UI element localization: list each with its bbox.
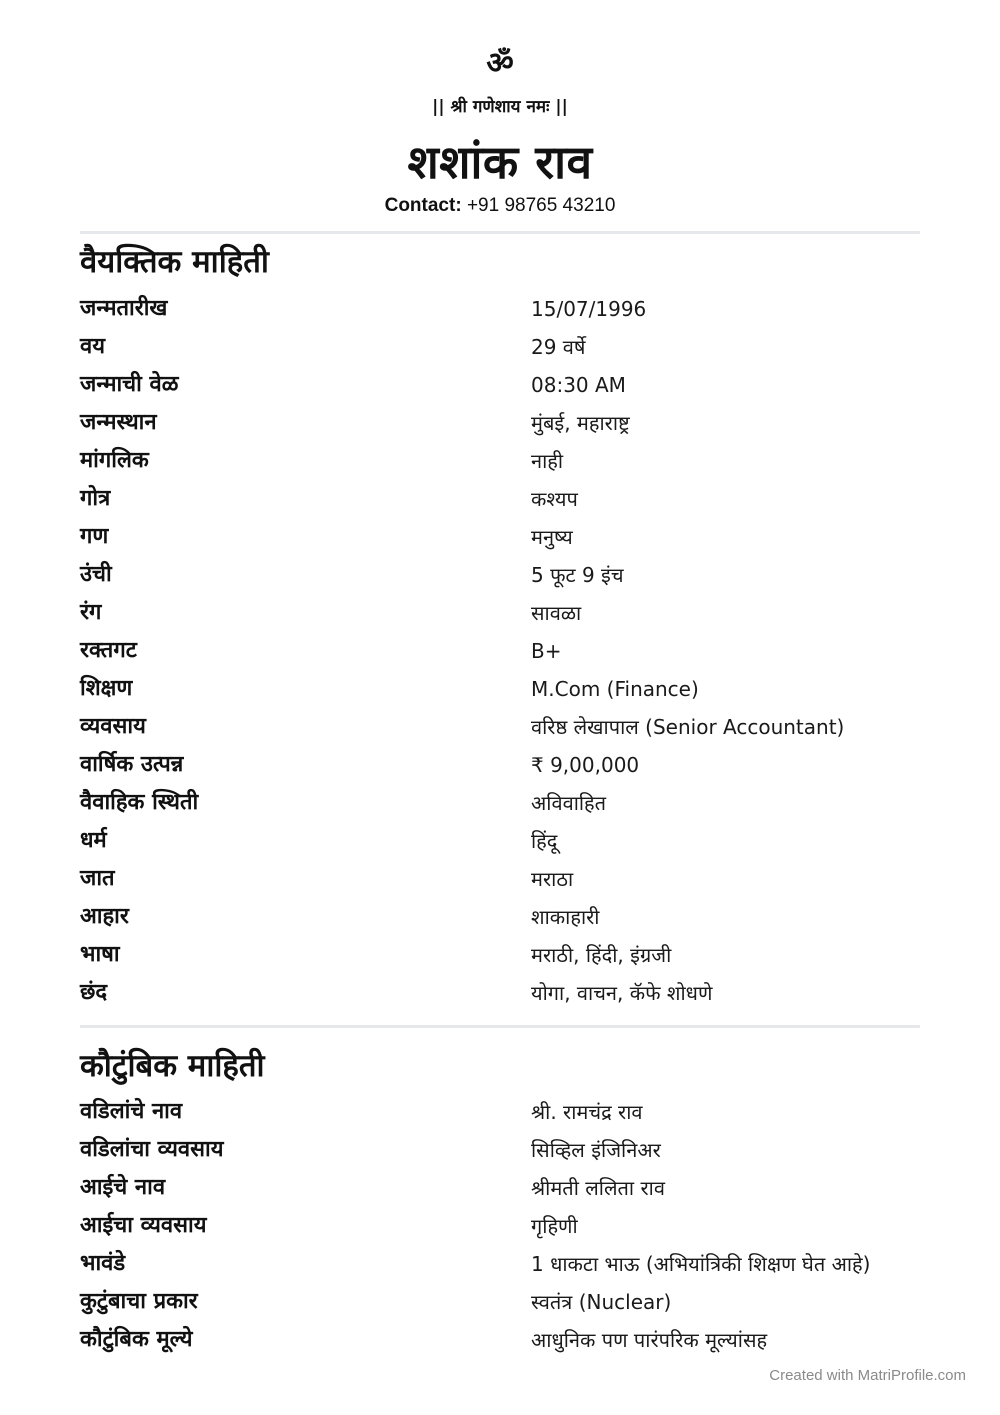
row-label: गोत्र [80, 486, 111, 511]
row-value: 29 वर्षे [531, 335, 586, 359]
info-row-languages [80, 936, 920, 974]
info-row-marital-status [80, 784, 920, 822]
contact-label: Contact: [384, 195, 462, 216]
row-label: भाषा [80, 942, 120, 967]
row-value: 1 धाकटा भाऊ (अभियांत्रिकी शिक्षण घेत आहे) [531, 1252, 871, 1276]
info-row-caste [80, 860, 920, 898]
row-label: वडिलांचा व्यवसाय [80, 1137, 224, 1162]
info-row-occupation [80, 708, 920, 746]
family-info-list [80, 1093, 920, 1359]
row-label: मांगलिक [80, 448, 149, 473]
row-label: कुटुंबाचा प्रकार [80, 1289, 198, 1314]
row-value: M.Com (Finance) [531, 677, 699, 701]
personal-info-list [80, 290, 920, 1012]
row-label: गण [80, 524, 109, 549]
row-label: वैवाहिक स्थिती [80, 790, 199, 815]
row-value: ₹ 9,00,000 [531, 753, 640, 777]
row-label: आहार [80, 904, 129, 929]
row-label: व्यवसाय [80, 714, 146, 739]
info-row-birth-time [80, 366, 920, 404]
divider [80, 231, 920, 234]
divider [80, 1025, 920, 1028]
row-value: श्रीमती ललिता राव [531, 1176, 665, 1200]
row-label: जन्माची वेळ [80, 372, 179, 397]
info-row-manglik [80, 442, 920, 480]
row-value: मनुष्य [531, 525, 573, 549]
row-label: आईचा व्यवसाय [80, 1213, 207, 1238]
row-value: 15/07/1996 [531, 297, 647, 321]
row-label: वय [80, 334, 105, 359]
row-value: मराठा [531, 867, 574, 891]
row-value: मराठी, हिंदी, इंग्रजी [531, 943, 672, 967]
row-value: योगा, वाचन, कॅफे शोधणे [531, 981, 713, 1005]
row-value: आधुनिक पण पारंपरिक मूल्यांसह [531, 1328, 768, 1352]
row-label: भावंडे [80, 1251, 126, 1276]
footer-credit: Created with MatriProfile.com [769, 1367, 966, 1384]
row-value: अविवाहित [531, 791, 607, 815]
info-row-gotra [80, 480, 920, 518]
row-value: सिव्हिल इंजिनिअर [531, 1138, 661, 1162]
info-row-family-type [80, 1283, 920, 1321]
row-value: हिंदू [531, 829, 558, 853]
contact-phone: +91 98765 43210 [466, 195, 616, 216]
row-label: जन्मस्थान [80, 410, 157, 435]
info-row-complexion [80, 594, 920, 632]
row-value: कश्यप [531, 487, 578, 511]
row-value: 08:30 AM [531, 373, 626, 397]
row-label: वार्षिक उत्पन्न [80, 752, 184, 777]
info-row-birth-date [80, 290, 920, 328]
row-label: छंद [80, 980, 108, 1005]
info-row-gan [80, 518, 920, 556]
row-value: स्वतंत्र (Nuclear) [531, 1290, 672, 1314]
row-value: सावळा [531, 601, 582, 625]
info-row-father-name [80, 1093, 920, 1131]
row-value: 5 फूट 9 इंच [531, 563, 624, 587]
row-label: कौटुंबिक मूल्ये [80, 1327, 193, 1352]
info-row-diet [80, 898, 920, 936]
row-value: वरिष्ठ लेखापाल (Senior Accountant) [531, 715, 845, 739]
invocation-text: || श्री गणेशाय नमः || [432, 97, 568, 117]
row-value: मुंबई, महाराष्ट्र [531, 411, 630, 435]
row-label: जात [80, 866, 115, 891]
row-label: रक्तगट [80, 638, 137, 663]
info-row-family-values [80, 1321, 920, 1359]
candidate-name: शशांक राव [407, 135, 593, 189]
info-row-age [80, 328, 920, 366]
info-row-religion [80, 822, 920, 860]
info-row-mother-occupation [80, 1207, 920, 1245]
row-value: B+ [531, 639, 562, 663]
info-row-siblings [80, 1245, 920, 1283]
row-label: वडिलांचे नाव [80, 1099, 183, 1124]
info-row-mother-name [80, 1169, 920, 1207]
contact-line [80, 192, 920, 220]
info-row-birth-place [80, 404, 920, 442]
info-row-education [80, 670, 920, 708]
row-label: जन्मतारीख [80, 296, 168, 321]
row-value: शाकाहारी [531, 905, 600, 929]
row-value: नाही [531, 449, 564, 473]
row-value: गृहिणी [531, 1214, 578, 1238]
section-title-personal: वैयक्तिक माहिती [80, 244, 269, 280]
info-row-annual-income [80, 746, 920, 784]
row-label: उंची [80, 562, 112, 587]
row-label: आईचे नाव [80, 1175, 166, 1200]
info-row-father-occupation [80, 1131, 920, 1169]
info-row-blood-group [80, 632, 920, 670]
om-icon: ॐ [486, 46, 514, 81]
row-label: शिक्षण [80, 676, 133, 701]
info-row-height [80, 556, 920, 594]
info-row-hobbies [80, 974, 920, 1012]
row-label: रंग [80, 600, 102, 625]
row-label: धर्म [80, 828, 107, 853]
section-title-family: कौटुंबिक माहिती [80, 1048, 265, 1084]
row-value: श्री. रामचंद्र राव [531, 1100, 643, 1124]
